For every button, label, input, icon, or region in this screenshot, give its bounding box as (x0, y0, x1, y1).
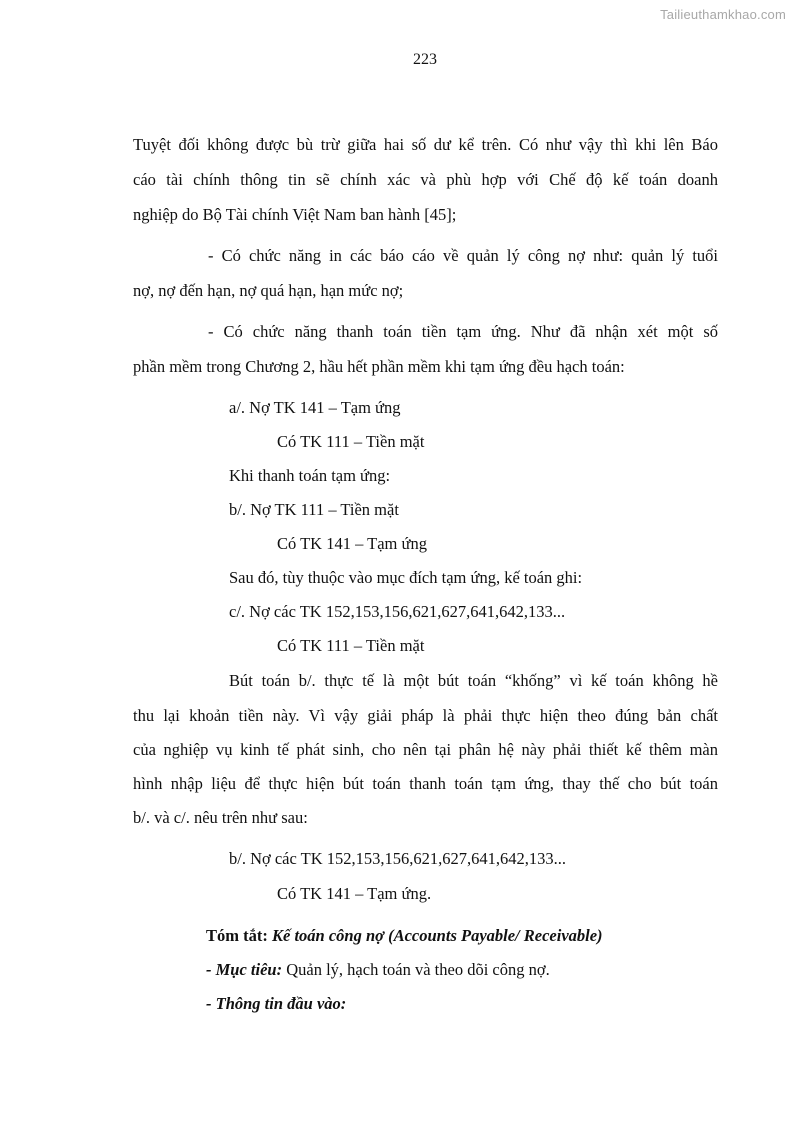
paragraph-2-line-5: b/. và c/. nêu trên như sau: (133, 808, 308, 827)
entry-when-settle: Khi thanh toán tạm ứng: (229, 466, 391, 485)
entry2-b-credit: Có TK 141 – Tạm ứng. (277, 884, 432, 903)
paragraph-2-line-1: Bút toán b/. thực tế là một bút toán “khống” vì kế toán không hề (229, 671, 718, 690)
summary-title: Kế toán công nợ (Accounts Payable/ Receivable) (271, 926, 603, 945)
bullet-1-line-2: nợ, nợ đến hạn, nợ quá hạn, hạn mức nợ; (133, 281, 404, 300)
entry2-b-debit: b/. Nợ các TK 152,153,156,621,627,641,642,133... (229, 849, 567, 868)
paragraph-2-line-4: hình nhập liệu để thực hiện bút toán thanh toán tạm ứng, thay thế cho bút toán (133, 774, 718, 793)
paragraph-2-line-2: thu lại khoản tiền này. Vì vậy giải pháp là phải thực hiện theo đúng bản chất (133, 706, 718, 725)
entry-c-credit: Có TK 111 – Tiền mặt (277, 636, 425, 655)
entry-b-debit: b/. Nợ TK 111 – Tiền mặt (229, 500, 399, 519)
watermark: Tailieuthamkhao.com (660, 7, 786, 22)
paragraph-1-line-3: nghiệp do Bộ Tài chính Việt Nam ban hành [45]; (133, 205, 457, 224)
summary-heading (206, 926, 603, 946)
bullet-1-line-1: - Có chức năng in các báo cáo về quản lý công nợ như: quản lý tuổi (208, 246, 718, 265)
entry-b-credit: Có TK 141 – Tạm ứng (277, 534, 427, 553)
entry-a-debit: a/. Nợ TK 141 – Tạm ứng (229, 398, 401, 417)
summary-goal-text: Quản lý, hạch toán và theo dõi công nợ. (286, 960, 550, 979)
entry-then: Sau đó, tùy thuộc vào mục đích tạm ứng, kế toán ghi: (229, 568, 583, 587)
paragraph-1-line-2: cáo tài chính thông tin sẽ chính xác và phù hợp với Chế độ kế toán doanh (133, 170, 718, 189)
page-number: 223 (413, 51, 437, 68)
summary-label: Tóm tắt: (206, 926, 268, 945)
paragraph-1-line-1: Tuyệt đối không được bù trừ giữa hai số dư kể trên. Có như vậy thì khi lên Báo (133, 135, 718, 154)
bullet-2-line-2: phần mềm trong Chương 2, hầu hết phần mềm khi tạm ứng đều hạch toán: (133, 357, 625, 376)
summary-goal-label: - Mục tiêu: (206, 960, 283, 979)
entry-c-debit: c/. Nợ các TK 152,153,156,621,627,641,642,133... (229, 602, 566, 621)
paragraph-2-line-3: của nghiệp vụ kinh tế phát sinh, cho nên tại phân hệ này phải thiết kế thêm màn (133, 740, 718, 759)
summary-goal (206, 960, 550, 980)
summary-input-label: - Thông tin đầu vào: (206, 994, 347, 1013)
entry-a-credit: Có TK 111 – Tiền mặt (277, 432, 425, 451)
bullet-2-line-1: - Có chức năng thanh toán tiền tạm ứng. Như đã nhận xét một số (208, 322, 718, 341)
